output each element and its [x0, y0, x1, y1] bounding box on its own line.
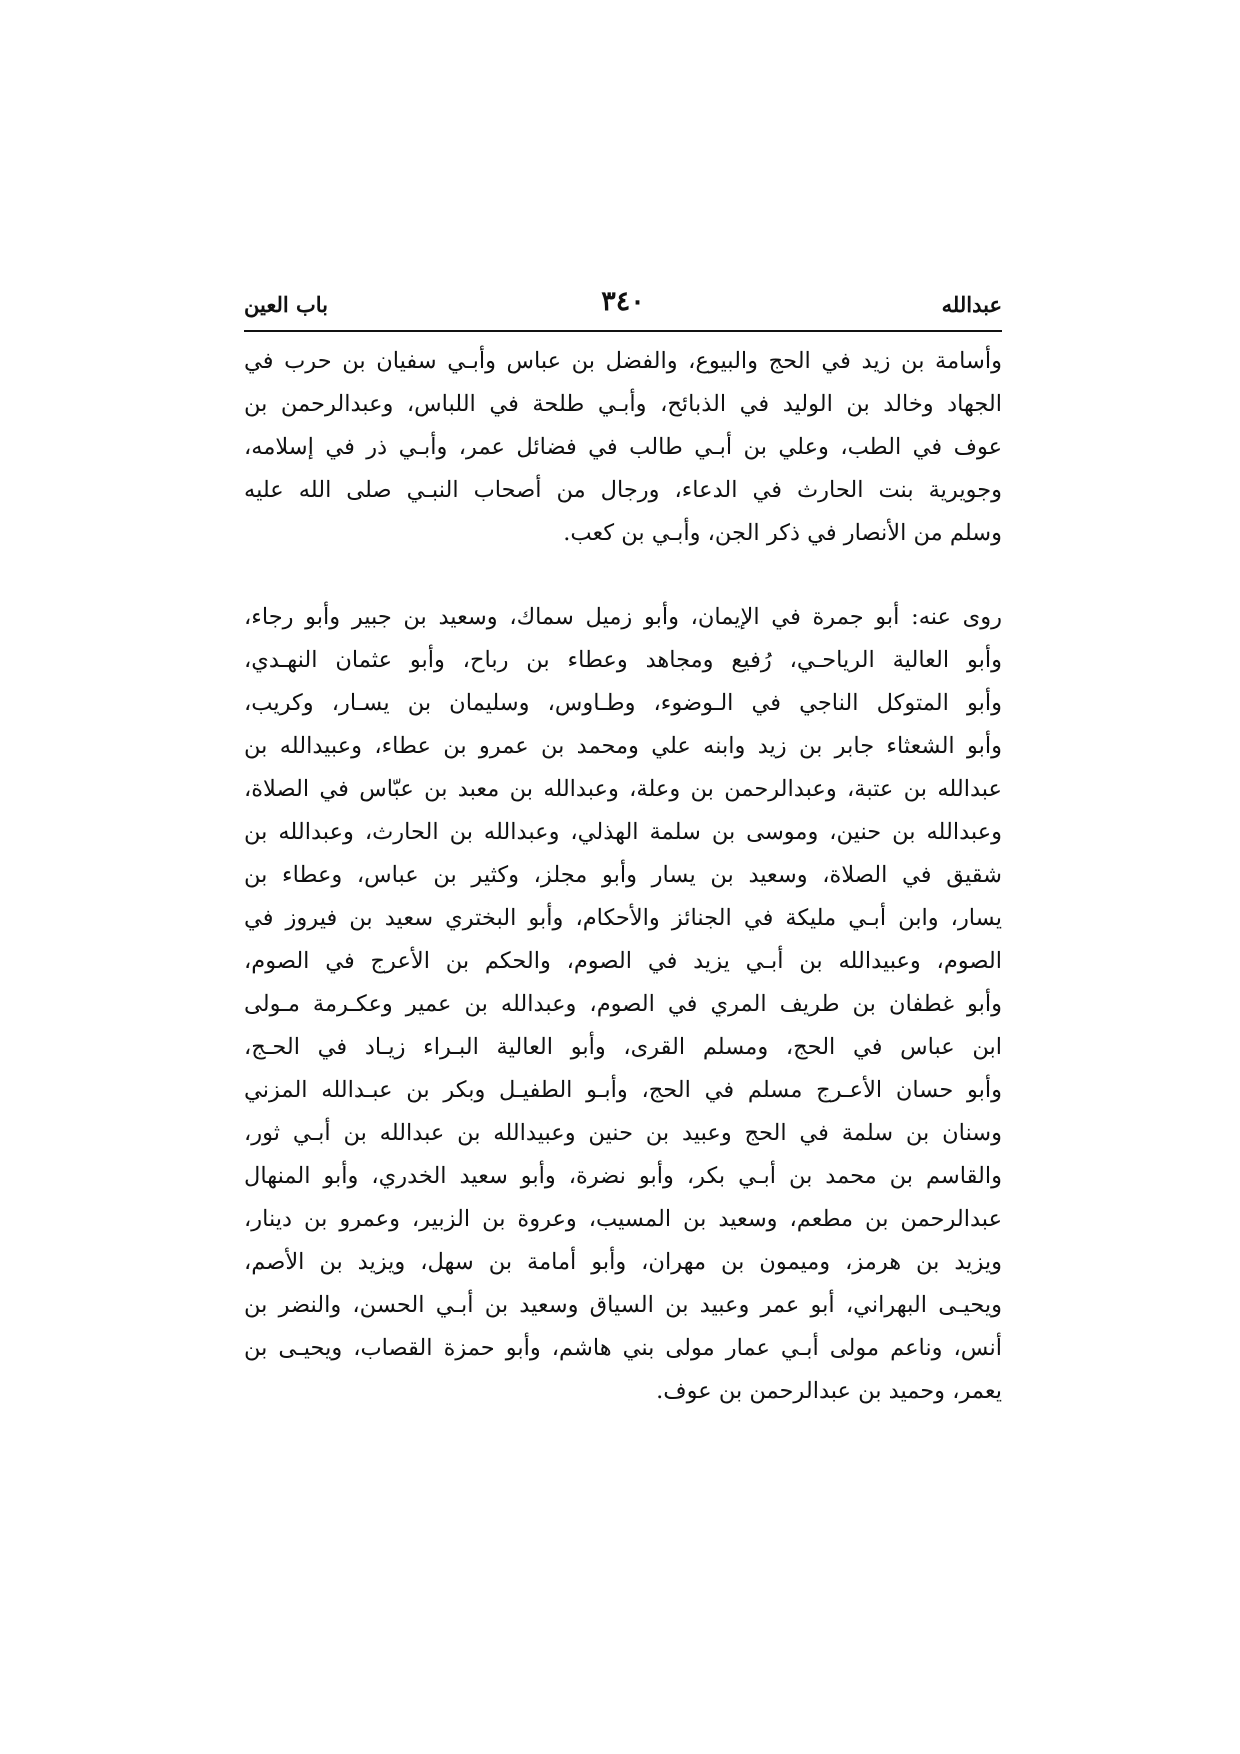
- text-line: ابن عباس في الحج، ومسلم القرى، وأبو العالية البـراء زيـاد في الحـج،: [244, 1034, 1002, 1060]
- text-line: ويزيد بن هرمز، وميمون بن مهران، وأبو أمامة بن سهل، ويزيد بن الأصم،: [244, 1249, 1002, 1275]
- text-line: وأبو غطفان بن طريف المري في الصوم، وعبدالله بن عمير وعكـرمة مـولى: [244, 991, 1002, 1017]
- text-line: عوف في الطب، وعلي بن أبـي طالب في فضائل عمر، وأبـي ذر في إسلامه،: [244, 434, 1002, 460]
- text-line: ويحيـى البهراني، أبو عمر وعبيد بن السياق وسعيد بن أبـي الحسن، والنضر بن: [244, 1292, 1002, 1318]
- text-line: شقيق في الصلاة، وسعيد بن يسار وأبو مجلز، وكثير بن عباس، وعطاء بن: [244, 862, 1002, 888]
- text-line: أنس، وناعم مولى أبـي عمار مولى بني هاشم، وأبو حمزة القصاب، ويحيـى بن: [244, 1335, 1002, 1361]
- text-line: يسار، وابن أبـي مليكة في الجنائز والأحكام، وأبو البختري سعيد بن فيروز في: [244, 905, 1002, 931]
- header-entry-name: عبدالله: [941, 292, 1002, 317]
- text-line: يعمر، وحميد بن عبدالرحمن بن عوف.: [656, 1378, 1002, 1404]
- header-rule: [244, 330, 1002, 332]
- page-number: ٣٤٠: [601, 286, 645, 317]
- text-line: روى عنه: أبو جمرة في الإيمان، وأبو زميل سماك، وسعيد بن جبير وأبو رجاء،: [244, 604, 1002, 630]
- paragraph-teachers: [244, 340, 1002, 555]
- text-line: وأبو الشعثاء جابر بن زيد وابنه علي ومحمد بن عمرو بن عطاء، وعبيدالله بن: [244, 733, 1002, 759]
- text-line: وأبو العالية الرياحـي، رُفيع ومجاهد وعطاء بن رباح، وأبو عثمان النهـدي،: [244, 647, 1002, 673]
- text-line: وعبدالله بن حنين، وموسى بن سلمة الهذلي، وعبدالله بن الحارث، وعبدالله بن: [244, 819, 1002, 845]
- header-chapter-title: باب العين: [244, 292, 329, 317]
- text-line: وسنان بن سلمة في الحج وعبيد بن حنين وعبيدالله بن عبدالله بن أبـي ثور،: [244, 1120, 1002, 1146]
- text-line: والقاسم بن محمد بن أبـي بكر، وأبو نضرة، وأبو سعيد الخدري، وأبو المنهال: [244, 1163, 1002, 1189]
- text-line: وأبو المتوكل الناجي في الـوضوء، وطـاوس، وسليمان بن يسـار، وكريب،: [244, 690, 1002, 716]
- text-line: وسلم من الأنصار في ذكر الجن، وأبـي بن كعب.: [563, 520, 1002, 546]
- text-line: الجهاد وخالد بن الوليد في الذبائح، وأبـي طلحة في اللباس، وعبدالرحمن بن: [244, 391, 1002, 417]
- text-line: وأبو حسان الأعـرج مسلم في الحج، وأبـو الطفيـل وبكر بن عبـدالله المزني: [244, 1077, 1002, 1103]
- text-line: الصوم، وعبيدالله بن أبـي يزيد في الصوم، والحكم بن الأعرج في الصوم،: [244, 948, 1002, 974]
- paragraph-narrators: [244, 596, 1002, 1413]
- running-header: [244, 286, 1002, 326]
- text-line: وأسامة بن زيد في الحج والبيوع، والفضل بن عباس وأبـي سفيان بن حرب في: [244, 348, 1002, 374]
- text-line: عبدالرحمن بن مطعم، وسعيد بن المسيب، وعروة بن الزبير، وعمرو بن دينار،: [244, 1206, 1002, 1232]
- text-line: وجويرية بنت الحارث في الدعاء، ورجال من أصحاب النبـي صلى الله عليه: [244, 477, 1002, 503]
- text-line: عبدالله بن عتبة، وعبدالرحمن بن وعلة، وعبدالله بن معبد بن عبّاس في الصلاة،: [244, 776, 1002, 802]
